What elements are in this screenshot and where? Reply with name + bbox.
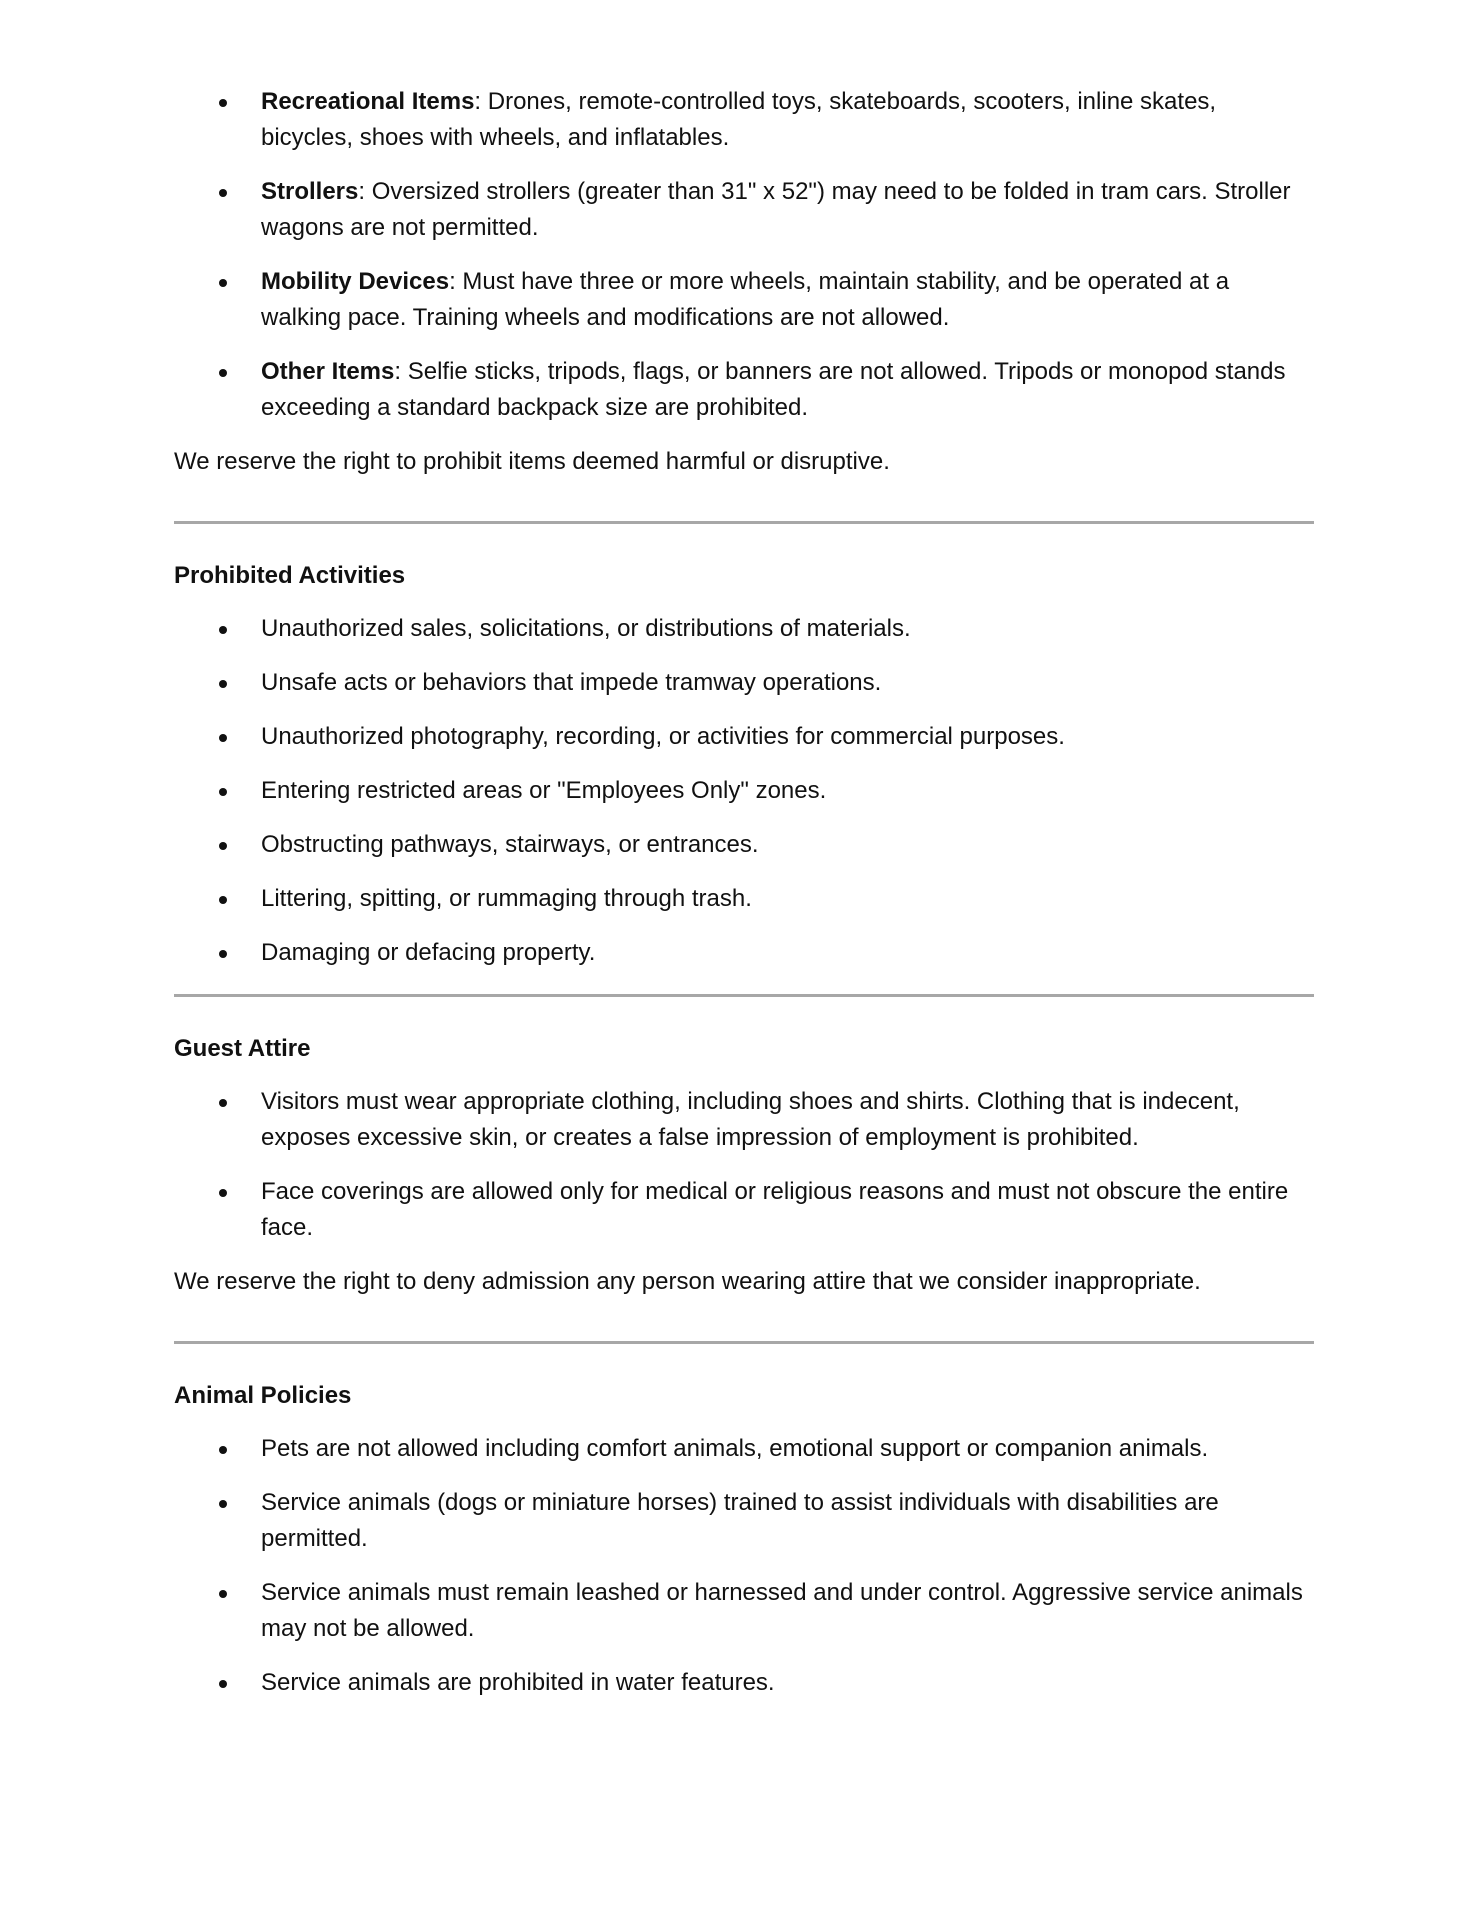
item-text: : Oversized strollers (greater than 31" x 52") may need to be folded in tram cars. Stroller wagons are not permitted. bbox=[261, 178, 1291, 241]
list-item-text: Unauthorized sales, solicitations, or distributions of materials. bbox=[261, 615, 911, 642]
item-term: Other Items bbox=[261, 358, 395, 385]
list-item-text: Unauthorized photography, recording, or activities for commercial purposes. bbox=[261, 723, 1065, 750]
bullet-icon bbox=[219, 1590, 227, 1598]
list-item-text: Littering, spitting, or rummaging through trash. bbox=[261, 885, 752, 912]
list-item bbox=[174, 84, 1314, 156]
bullet-icon bbox=[219, 279, 227, 287]
list-item bbox=[174, 935, 1314, 971]
attire-note: We reserve the right to deny admission any person wearing attire that we consider inappropriate. bbox=[174, 1268, 1201, 1295]
bullet-icon bbox=[219, 734, 227, 742]
list-item-text: Service animals are prohibited in water features. bbox=[261, 1669, 775, 1696]
list-item-text: Unsafe acts or behaviors that impede tramway operations. bbox=[261, 669, 882, 696]
list-item bbox=[174, 1431, 1314, 1467]
guest-attire-heading: Guest Attire bbox=[174, 1035, 311, 1062]
list-item bbox=[174, 1575, 1314, 1647]
section-divider bbox=[174, 521, 1314, 524]
list-item-text: Obstructing pathways, stairways, or entrances. bbox=[261, 831, 759, 858]
guest-attire-list bbox=[174, 1084, 1314, 1246]
bullet-icon bbox=[219, 842, 227, 850]
item-term: Mobility Devices bbox=[261, 268, 450, 295]
bullet-icon bbox=[219, 1189, 227, 1197]
list-item bbox=[174, 611, 1314, 647]
bullet-icon bbox=[219, 1500, 227, 1508]
list-item bbox=[174, 354, 1314, 426]
bullet-icon bbox=[219, 1446, 227, 1454]
prohibited-activities-list bbox=[174, 611, 1314, 971]
list-item-text: Pets are not allowed including comfort animals, emotional support or companion animals. bbox=[261, 1435, 1209, 1462]
list-item bbox=[174, 1665, 1314, 1701]
item-text: : Must have three or more wheels, maintain stability, and be operated at a walking pace. Training wheels and modifications are not allowed. bbox=[261, 268, 1230, 331]
item-text: : Drones, remote-controlled toys, skateboards, scooters, inline skates, bicycles, shoes with wheels, and inflatables. bbox=[261, 88, 1217, 151]
item-term: Recreational Items bbox=[261, 88, 475, 115]
bullet-icon bbox=[219, 950, 227, 958]
list-item bbox=[174, 1174, 1314, 1246]
list-item-text: Damaging or defacing property. bbox=[261, 939, 596, 966]
list-item bbox=[174, 174, 1314, 246]
list-item bbox=[174, 665, 1314, 701]
bullet-icon bbox=[219, 1680, 227, 1688]
list-item bbox=[174, 827, 1314, 863]
list-item-text: Service animals (dogs or miniature horses) trained to assist individuals with disabilities are permitted. bbox=[261, 1489, 1219, 1552]
list-item bbox=[174, 1084, 1314, 1156]
list-item-text: Service animals must remain leashed or harnessed and under control. Aggressive service animals may not be allowed. bbox=[261, 1579, 1303, 1642]
bullet-icon bbox=[219, 896, 227, 904]
list-item-text: Entering restricted areas or "Employees Only" zones. bbox=[261, 777, 827, 804]
animal-policies-heading: Animal Policies bbox=[174, 1382, 352, 1409]
bullet-icon bbox=[219, 680, 227, 688]
prohibited-activities-heading: Prohibited Activities bbox=[174, 562, 406, 589]
list-item-text: Visitors must wear appropriate clothing, including shoes and shirts. Clothing that is indecent, exposes excessive skin, or creates a false impression of employment is prohibited. bbox=[261, 1088, 1240, 1151]
bullet-icon bbox=[219, 1099, 227, 1107]
bullet-icon bbox=[219, 99, 227, 107]
list-item bbox=[174, 773, 1314, 809]
list-item bbox=[174, 1485, 1314, 1557]
item-text: : Selfie sticks, tripods, flags, or banners are not allowed. Tripods or monopod stands exceeding a standard backpack size are prohibited. bbox=[261, 358, 1286, 421]
items-note: We reserve the right to prohibit items deemed harmful or disruptive. bbox=[174, 448, 890, 475]
document-content bbox=[174, 84, 1314, 1719]
section-divider bbox=[174, 994, 1314, 997]
bullet-icon bbox=[219, 788, 227, 796]
list-item bbox=[174, 881, 1314, 917]
list-item bbox=[174, 264, 1314, 336]
section-divider bbox=[174, 1341, 1314, 1344]
list-item-text: Face coverings are allowed only for medical or religious reasons and must not obscure the entire face. bbox=[261, 1178, 1289, 1241]
list-item bbox=[174, 719, 1314, 755]
bullet-icon bbox=[219, 189, 227, 197]
items-list bbox=[174, 84, 1314, 426]
item-term: Strollers bbox=[261, 178, 359, 205]
bullet-icon bbox=[219, 369, 227, 377]
bullet-icon bbox=[219, 626, 227, 634]
animal-policies-list bbox=[174, 1431, 1314, 1701]
